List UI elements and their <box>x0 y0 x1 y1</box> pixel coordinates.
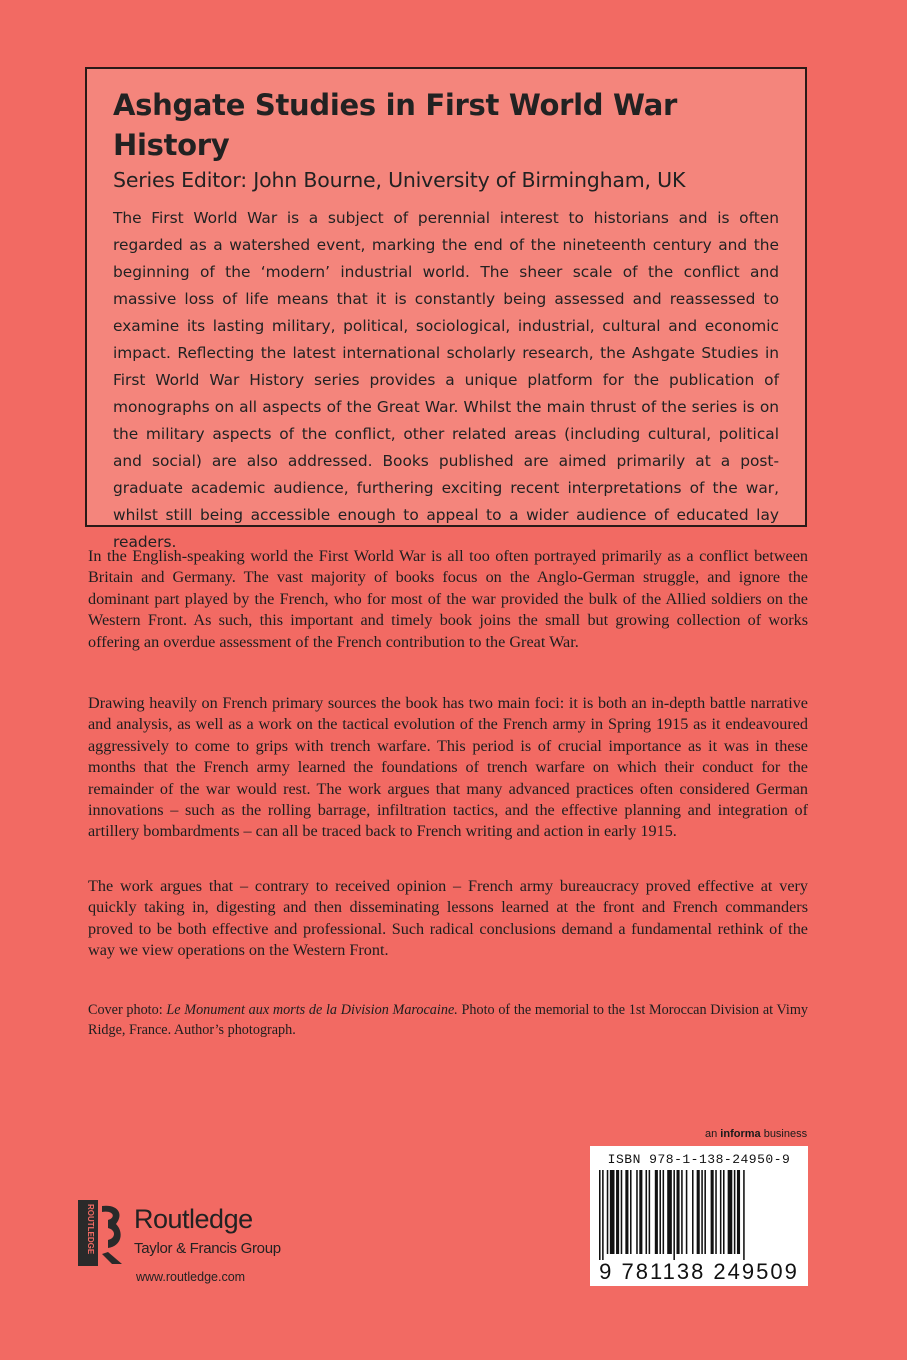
routledge-logo-icon <box>78 1200 126 1266</box>
barcode-bar <box>704 1170 706 1254</box>
barcode-bar <box>697 1170 700 1254</box>
barcode-bar <box>607 1170 609 1254</box>
barcode-bar <box>728 1170 733 1254</box>
series-description: The First World War is a subject of perennial interest to historians and is often regarded as a watershed event, marking the end of the nineteenth century and the beginning of the ‘modern’ industrial world. The sheer scale of the conflict and massive loss of life means that it is constantly being assessed and reassessed to examine its lasting military, political, sociological, industrial, cultural and economic impact. Reflecting the latest international scholarly research, the Ashgate Studies in First World War History series provides a unique platform for the publication of monographs on all aspects of the Great War. Whilst the main thrust of the series is on the military aspects of the conflict, other related areas (including cultural, political and social) are also addressed. Books published are aimed primarily at a post-graduate academic audience, furthering exciting recent interpretations of the war, whilst still being accessible enough to appeal to a wider audience of educated lay readers. <box>113 209 779 551</box>
barcode-bar <box>686 1170 688 1254</box>
barcode-bar <box>720 1170 722 1254</box>
barcode-bar <box>636 1170 638 1254</box>
informa-suffix: business <box>760 1128 808 1140</box>
barcode-bar <box>630 1170 632 1254</box>
barcode-bar <box>646 1170 648 1254</box>
barcode-bar <box>737 1170 740 1254</box>
series-title: Ashgate Studies in First World War History <box>113 88 677 162</box>
barcode-bar <box>711 1170 714 1254</box>
barcode-bar <box>639 1170 642 1254</box>
publisher-group: Taylor & Francis Group <box>134 1240 281 1257</box>
photo-credit-title: Le Monument aux morts de la Division Marocaine. <box>166 1002 458 1018</box>
isbn-barcode <box>590 1146 808 1286</box>
barcode-bar <box>667 1170 672 1254</box>
barcode-bar <box>599 1170 601 1260</box>
blurb-paragraph-1: In the English-speaking world the First World War is all too often portrayed primarily as a conflict between Britain and Germany. The vast majority of books focus on the Anglo-German struggle, and ignore the dominant part played by the French, who for most of the war provided the bulk of the Allied soldiers on the Western Front. As such, this important and timely book joins the small but growing collection of works offering an overdue assessment of the French contribution to the Great War. <box>88 547 808 651</box>
barcode-bar <box>625 1170 628 1254</box>
series-info-box <box>85 67 807 551</box>
barcode-bar <box>616 1170 619 1254</box>
barcode-bar <box>663 1170 665 1254</box>
barcode-bar <box>734 1170 736 1254</box>
barcode-bar <box>681 1170 683 1254</box>
informa-prefix: an <box>705 1128 721 1140</box>
photo-credit-prefix: Cover photo: <box>88 1002 167 1018</box>
publisher-name: Routledge <box>134 1204 253 1234</box>
logo-vertical-text: ROUTLEDGE <box>86 1204 95 1255</box>
blurb-paragraph-2: Drawing heavily on French primary sources the book has two main foci: it is both an in-depth battle narrative and analysis, as well as a work on the tactical evolution of the French army in Spring 1915 as it endeavoured aggressively to come to grips with trench warfare. This period is of crucial importance as it was in these months that the French army learned the foundations of trench warfare on which their conduct for the remainder of the war would rest. The work argues that many advanced practices often considered German innovations – such as the rolling barrage, infiltration tactics, and the effective planning and integration of artillery bombardments – can all be traced back to French writing and action in early 1915. <box>88 694 808 841</box>
blurb-paragraph-3: The work argues that – contrary to received opinion – French army bureaucracy proved effective at very quickly taking in, digesting and then disseminating lessons learned at the front and French commanders proved to be both effective and professional. Such radical conclusions demand a fundamental rethink of the way we view operations on the Western Front. <box>88 877 808 960</box>
barcode-bar <box>715 1170 717 1254</box>
barcode-bar <box>723 1170 725 1254</box>
informa-brand: informa <box>720 1128 761 1140</box>
barcode-bar <box>655 1170 658 1254</box>
publisher-website: www.routledge.com <box>136 1270 246 1284</box>
barcode-bar <box>692 1170 694 1254</box>
barcode-bar <box>621 1170 623 1254</box>
barcode-bar <box>677 1170 680 1254</box>
isbn-label: ISBN 978-1-138-24950-9 <box>607 1152 791 1167</box>
barcode-bar <box>673 1170 675 1260</box>
series-editor: Series Editor: John Bourne, University of Birmingham, UK <box>113 168 686 192</box>
barcode-bars-icon <box>599 1170 799 1260</box>
photo-credit <box>88 1000 808 1040</box>
barcode-bar <box>610 1170 615 1254</box>
barcode-bar <box>649 1170 651 1254</box>
barcode-bar <box>659 1170 661 1254</box>
barcode-bar <box>743 1170 745 1260</box>
photo-credit-rest: Photo of the memorial to the 1st Moroccan Division at Vimy Ridge, France. Author’s photograph. <box>88 1002 809 1038</box>
barcode-digits: 9 781138 249509 <box>599 1259 799 1284</box>
barcode-bar <box>602 1170 604 1260</box>
barcode-bar <box>701 1170 703 1254</box>
informa-tagline <box>705 1128 807 1140</box>
